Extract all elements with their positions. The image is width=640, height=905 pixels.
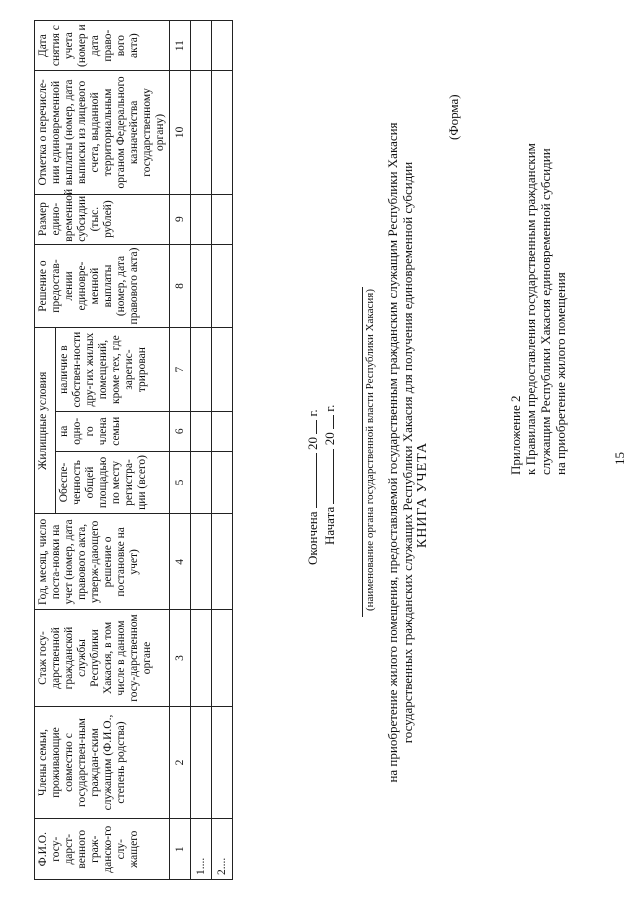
ended-label: Окончена xyxy=(305,511,320,565)
column-number-row xyxy=(170,21,191,880)
table-cell xyxy=(191,514,212,610)
table-cell xyxy=(212,610,233,706)
row-number: 2.... xyxy=(212,819,233,880)
started-year-suffix: г. xyxy=(322,404,337,412)
registration-book-table xyxy=(34,20,233,880)
table-row xyxy=(191,21,212,880)
book-subtitle-1: государственных гражданских служащих Республики Хакасия для получения единовременной субсидии xyxy=(400,161,415,744)
header-total-area: Обеспе-ченность общей площадью по месту регистра-ции (всего) xyxy=(56,451,170,514)
table-cell xyxy=(212,411,233,451)
table-cell xyxy=(212,21,233,71)
ended-year-prefix: 20 xyxy=(305,436,320,450)
table-cell xyxy=(191,328,212,412)
row-number: 1.... xyxy=(191,819,212,880)
book-subtitle-2: на приобретение жилого помещения, предоставляемой государственным гражданским служащим Республики Хакасия xyxy=(385,122,400,783)
header-service-length: Стаж госу-дарственной гражданской службы Республики Хакасия, в том числе в данном госу-дарственном органе xyxy=(35,610,170,706)
table-cell xyxy=(212,451,233,514)
book-title: КНИГА УЧЕТА xyxy=(415,441,430,549)
header-subsidy-amount: Размер едино-временной субсидии (тыс. рублей) xyxy=(35,194,170,244)
table-cell xyxy=(191,411,212,451)
ended-date-blank xyxy=(305,453,317,508)
header-payment-decision: Решение о предостав-лении единовре-менной выплаты (номер, дата правового акта) xyxy=(35,244,170,328)
table-cell xyxy=(212,194,233,244)
table-cell xyxy=(212,514,233,610)
header-family-members: Члены семьи, проживающие совместно с государствен-ным граждан-ским служащим (Ф.И.О., степень родства) xyxy=(35,706,170,819)
header-removal-date: Дата снятия с учета (номер и дата право-вого акта) xyxy=(35,21,170,71)
table-cell xyxy=(191,451,212,514)
column-number: 3 xyxy=(170,610,191,706)
started-field xyxy=(322,405,338,545)
table-cell xyxy=(191,244,212,328)
ended-year-suffix: г. xyxy=(305,409,320,417)
org-name-line xyxy=(362,287,363,617)
table-cell xyxy=(191,194,212,244)
page-number: 15 xyxy=(612,452,627,465)
header-per-member: на одно-го члена семьи xyxy=(56,411,170,451)
table-cell xyxy=(191,21,212,71)
table-cell xyxy=(191,71,212,194)
appendix-block xyxy=(508,55,568,475)
appendix-line-3: служащим Республики Хакасия единовременной субсидии xyxy=(538,148,553,475)
table-cell xyxy=(191,610,212,706)
org-name-caption: (наименование органа государственной власти Республики Хакасия) xyxy=(364,289,376,612)
column-number: 9 xyxy=(170,194,191,244)
table-cell xyxy=(212,244,233,328)
form-label: (Форма) xyxy=(446,94,461,140)
appendix-line-4: на приобретение жилого помещения xyxy=(553,272,568,475)
column-number: 11 xyxy=(170,21,191,71)
column-number: 2 xyxy=(170,706,191,819)
appendix-line-2: к Правилам предоставления государственным гражданским xyxy=(523,143,538,475)
started-label: Начата xyxy=(322,506,337,545)
header-registration-date: Год, месяц, число поста-новки на учет (номер, дата правового акта, утверж-дающего решение о постановке на учет) xyxy=(35,514,170,610)
table-cell xyxy=(212,71,233,194)
appendix-line-1: Приложение 2 xyxy=(508,395,523,475)
table-cell xyxy=(191,706,212,819)
started-year-blank xyxy=(322,415,334,429)
ended-field xyxy=(305,409,321,565)
column-number: 6 xyxy=(170,411,191,451)
header-housing-conditions: Жилищные условия xyxy=(35,328,56,514)
started-year-prefix: 20 xyxy=(322,432,337,446)
table-cell xyxy=(212,706,233,819)
table-row xyxy=(212,21,233,880)
column-number: 7 xyxy=(170,328,191,412)
column-number: 10 xyxy=(170,71,191,194)
column-number: 1 xyxy=(170,819,191,880)
started-date-blank xyxy=(322,449,334,504)
column-number: 8 xyxy=(170,244,191,328)
column-number: 4 xyxy=(170,514,191,610)
header-payment-mark: Отметка о перечисле-нии единовременной выплаты (номер, дата выписки из лицевого счета, выданной территориальным органом Федерального казначейства государственному органу) xyxy=(35,71,170,194)
ended-year-blank xyxy=(305,420,317,434)
column-number: 5 xyxy=(170,451,191,514)
header-other-property: наличие в собствен-ности дру-гих жилых помещений, кроме тех, где зарегис-трирован xyxy=(56,328,170,412)
header-fio: Ф.И.О. госу-дарст-венного граж-данско-го слу-жащего xyxy=(35,819,170,880)
table-cell xyxy=(212,328,233,412)
